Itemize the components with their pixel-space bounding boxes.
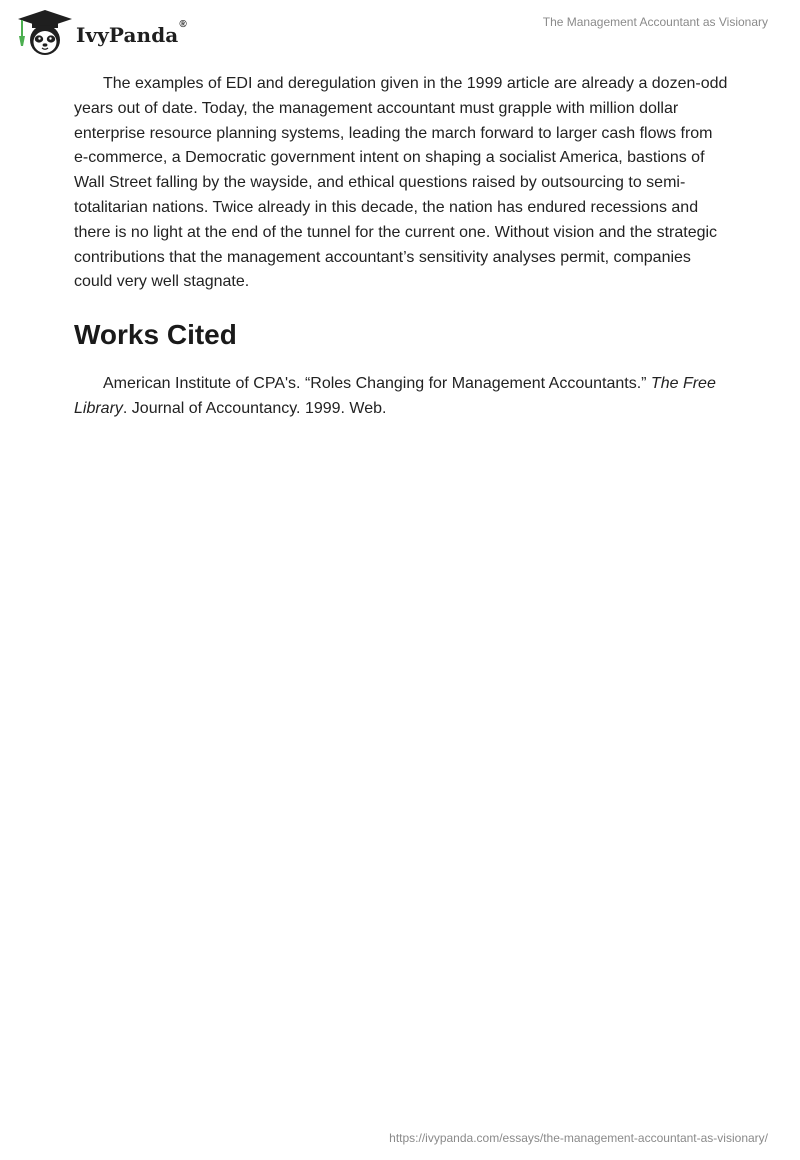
- running-title: The Management Accountant as Visionary: [542, 15, 768, 29]
- ivypanda-logo[interactable]: [16, 8, 187, 58]
- body-paragraph: The examples of EDI and deregulation given in the 1999 article are already a dozen-odd years out of date. Today, the management accountant must grapple with million dollar enterprise resource planning systems, leading the march forward to larger cash flows from e-commerce, a Democratic government intent on shaping a socialist America, bastions of Wall Street falling by the wayside, and ethical questions raised by outsourcing to semi-totalitarian nations. Twice already in this decade, the nation has endured recessions and there is no light at the end of the tunnel for the current one. Without vision and the strategic contributions that the management accountant’s sensitivity analyses permit, companies could very well stagnate.: [74, 75, 728, 291]
- citation-source-title: The Free Library: [74, 375, 716, 418]
- page-header: [0, 0, 800, 60]
- works-cited-heading: Works Cited: [74, 319, 237, 351]
- panda-graduate-icon: [16, 8, 74, 58]
- citation-text: American Institute of CPA's. “Roles Changing for Management Accountants.”: [103, 375, 651, 393]
- document-body: [74, 72, 730, 421]
- citation-entry: [74, 371, 730, 421]
- registered-mark: ®: [179, 18, 187, 30]
- logo-wordmark: IvyPanda: [76, 23, 179, 47]
- citation-details: . Journal of Accountancy. 1999. Web.: [122, 400, 387, 418]
- source-url[interactable]: https://ivypanda.com/essays/the-management-accountant-as-visionary/: [389, 1131, 768, 1145]
